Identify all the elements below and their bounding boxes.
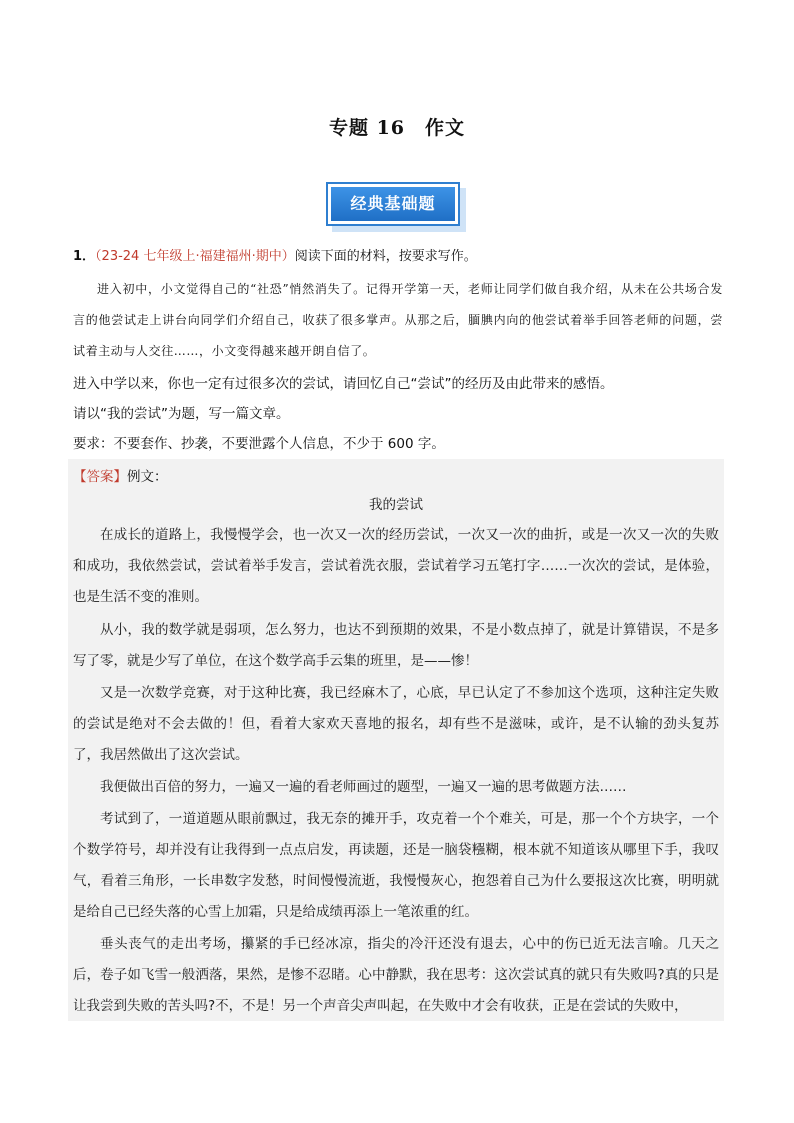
section-banner [326, 182, 468, 234]
answer-tag: 【答案】 [73, 469, 127, 485]
reading-material: 进入初中，小文觉得自己的“社恐”悄然消失了。记得开学第一天，老师让同学们做自我介绍，从未在公共场合发言的他尝试走上讲台向同学们介绍自己，收获了很多掌声。从那之后，腼腆内向的他尝试着举手回答老师的问题，尝试着主动与人交往……，小文变得越来越开朗自信了。 [73, 282, 723, 358]
prompt-line-1: 进入中学以来，你也一定有过很多次的尝试，请回忆自己“尝试”的经历及由此带来的感悟。 [73, 376, 614, 392]
essay-paragraph: 又是一次数学竞赛，对于这种比赛，我已经麻木了，心底，早已认定了不参加这个选项，这种注定失败的尝试是绝对不会去做的！但，看着大家欢天喜地的报名，却有些不是滋味，或许，是不认输的劲头复苏了，我居然做出了这次尝试。 [73, 685, 719, 763]
essay-title: 我的尝试 [369, 497, 423, 513]
question-source: （23-24 七年级上·福建福州·期中） [95, 249, 295, 264]
example-label: 例文： [127, 469, 168, 485]
banner-label: 经典基础题 [331, 187, 455, 221]
essay-paragraph: 从小，我的数学就是弱项，怎么努力，也达不到预期的效果，不是小数点掉了，就是计算错误，不是多写了零，就是少写了单位，在这个数学高手云集的班里，是——惨！ [73, 622, 719, 669]
essay-paragraph: 考试到了，一道道题从眼前飘过，我无奈的摊开手，攻克着一个个难关，可是，那一个个方块字，一个个数学符号，却并没有让我得到一点点启发，再读题，还是一脑袋糨糊，根本就不知道该从哪里下手，我叹气，看着三角形，一长串数字发愁，时间慢慢流逝，我慢慢灰心，抱怨着自己为什么要报这次比赛，明明就是给自己已经失落的心雪上加霜，只是给成绩再添上一笔浓重的红。 [73, 811, 719, 920]
essay-paragraph: 在成长的道路上，我慢慢学会，也一次又一次的经历尝试，一次又一次的曲折，或是一次又一次的失败和成功，我依然尝试，尝试着举手发言，尝试着洗衣服，尝试着学习五笔打字……一次次的尝试，是体验，也是生活不变的准则。 [73, 527, 719, 605]
question-header [73, 247, 723, 267]
essay-paragraph: 垂头丧气的走出考场，攥紧的手已经冰凉，指尖的冷汗还没有退去，心中的伤已近无法言喻。几天之后，卷子如飞雪一般洒落，果然，是惨不忍睹。心中静默，我在思考：这次尝试真的就只有失败吗?真的只是让我尝到失败的苦头吗?不，不是！另一个声音尖声叫起，在失败中才会有收获，正是在尝试的失败中， [73, 936, 719, 1014]
essay-paragraph: 我便做出百倍的努力，一遍又一遍的看老师画过的题型，一遍又一遍的思考做题方法…… [100, 779, 627, 795]
page-title: 专题 16 作文 [328, 117, 466, 139]
answer-label [73, 467, 168, 487]
question-instruction: 阅读下面的材料，按要求写作。 [294, 249, 477, 264]
requirement-line: 要求：不要套作、抄袭，不要泄露个人信息，不少于 600 字。 [73, 436, 445, 452]
prompt-line-2: 请以“我的尝试”为题，写一篇文章。 [73, 406, 290, 422]
answer-section [68, 459, 724, 1021]
question-number: 1． [73, 249, 96, 264]
